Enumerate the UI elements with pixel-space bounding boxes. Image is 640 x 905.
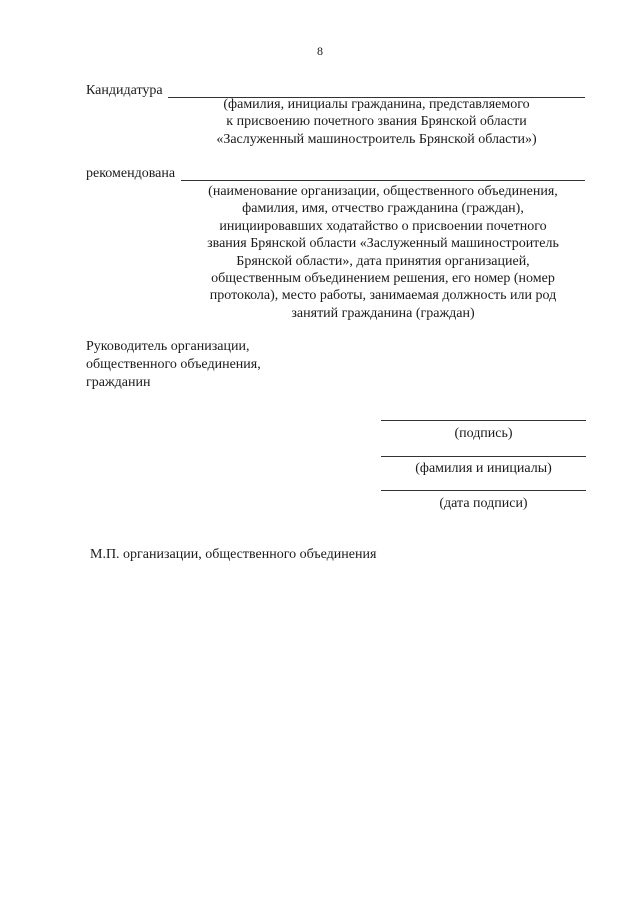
recommended-note-line: фамилия, имя, отчество гражданина (граждан), (242, 201, 524, 217)
recommended-fill-line (181, 180, 585, 181)
seal-text: М.П. организации, общественного объединения (90, 547, 377, 562)
signature-line (381, 420, 586, 421)
date-caption: (дата подписи) (439, 496, 528, 511)
candidate-note-line: (фамилия, инициалы гражданина, представляемого (223, 97, 530, 112)
recommended-note (181, 183, 585, 322)
signature-caption: (подпись) (454, 426, 513, 441)
name-line (381, 456, 586, 457)
recommended-label: рекомендована (86, 166, 176, 181)
head-block (86, 338, 261, 392)
page-number: 8 (317, 44, 323, 58)
date-line (381, 490, 586, 491)
head-line: общественного объединения, (86, 357, 261, 372)
head-line: гражданин (86, 375, 151, 390)
recommended-note-line: инициировавших ходатайство о присвоении почетного (219, 218, 547, 234)
candidate-note-line: к присвоению почетного звания Брянской области (226, 114, 527, 130)
candidate-note (168, 96, 585, 148)
recommended-note-line: звания Брянской области «Заслуженный машиностроитель (207, 236, 559, 252)
candidate-label: Кандидатура (86, 83, 163, 98)
name-caption: (фамилия и инициалы) (415, 461, 552, 476)
recommended-note-line: протокола), место работы, занимаемая должность или род (209, 288, 557, 304)
recommended-note-line: Брянской области», дата принятия организацией, (236, 253, 530, 269)
recommended-note-line: общественным объединением решения, его номер (номер (211, 271, 555, 287)
candidate-note-line: «Заслуженный машиностроитель Брянской области») (216, 131, 537, 147)
recommended-note-line: (наименование организации, общественного объединения, (208, 184, 558, 199)
head-line: Руководитель организации, (86, 339, 250, 354)
recommended-note-line: занятий гражданина (граждан) (291, 305, 475, 321)
